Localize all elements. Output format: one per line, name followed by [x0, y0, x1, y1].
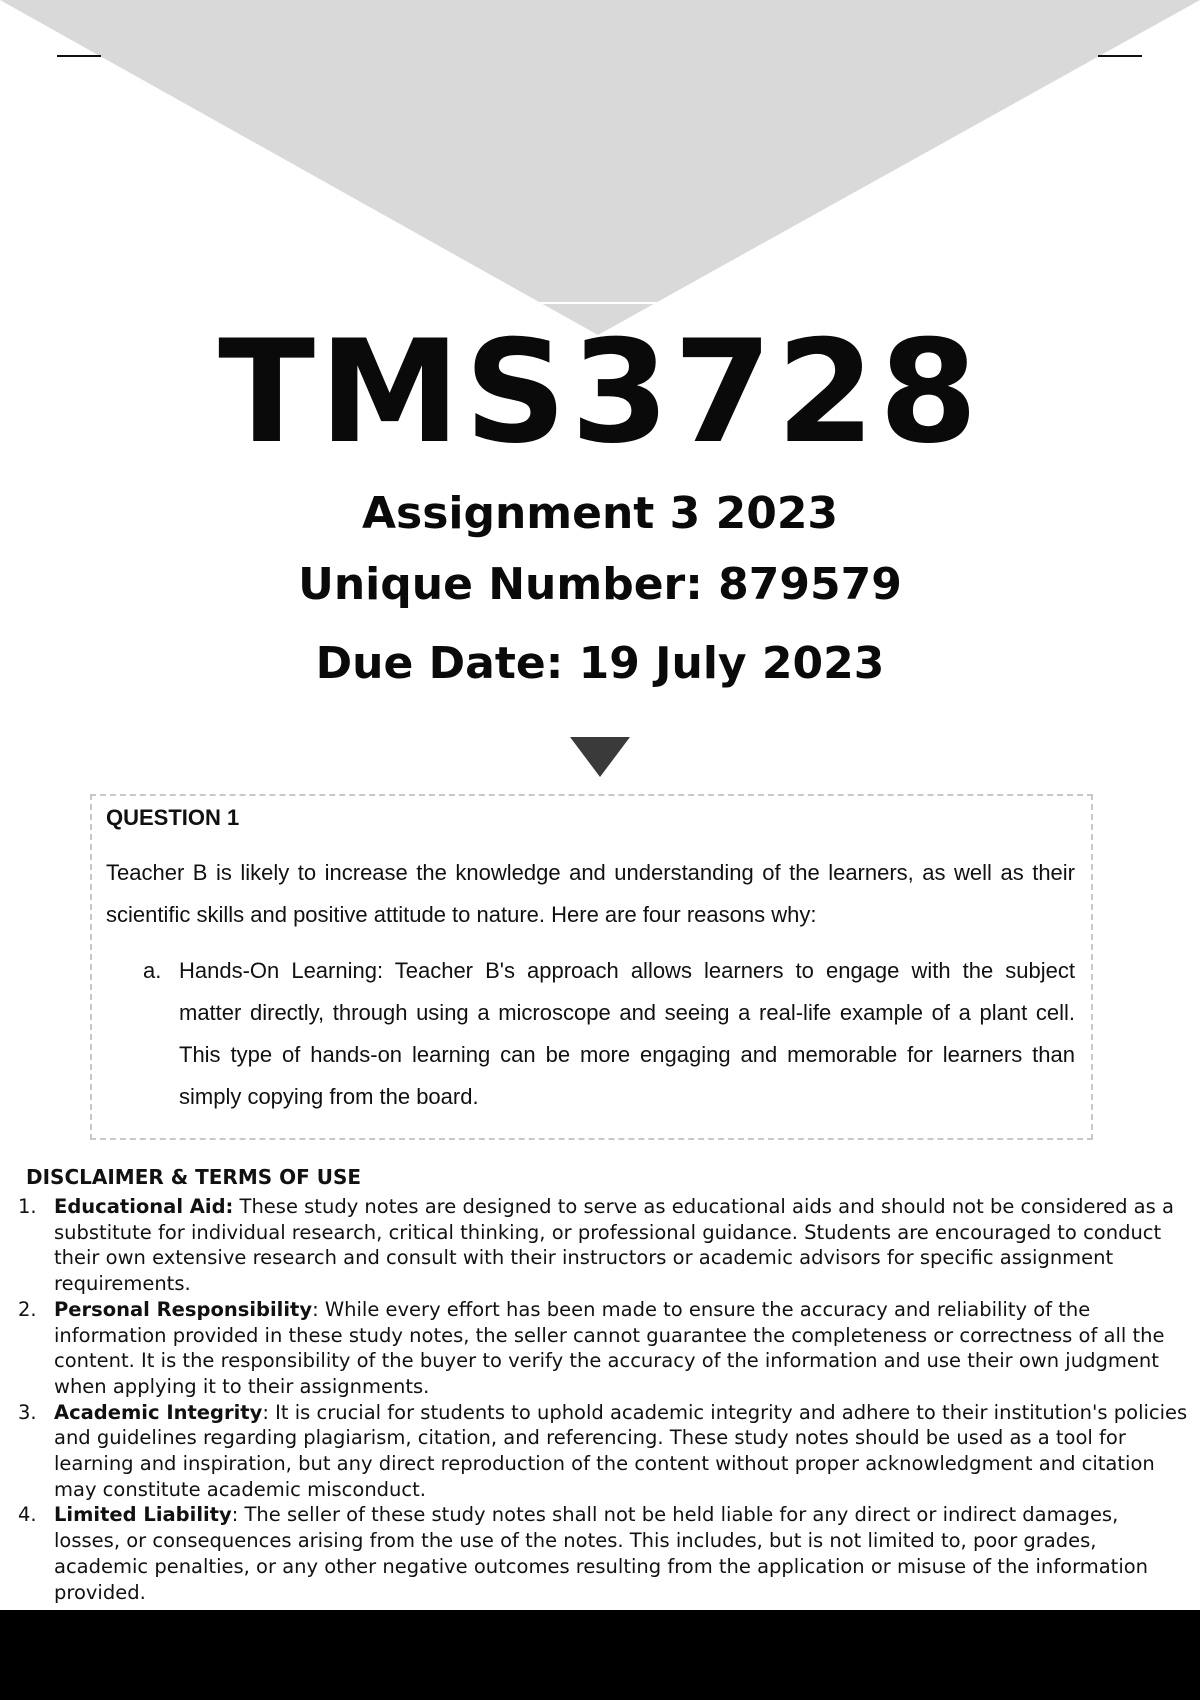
item-term: Limited Liability: [54, 1503, 232, 1527]
item-number: 3.: [18, 1400, 37, 1424]
item-number: 1.: [18, 1195, 37, 1218]
question-list-item: [106, 950, 1075, 1118]
item-term: Academic Integrity: [54, 1400, 263, 1424]
footer-bar: [0, 1610, 1200, 1700]
question-heading: QUESTION 1: [106, 805, 240, 830]
unique-number: Unique Number: 879579: [298, 559, 902, 610]
disclaimer-item: [18, 1194, 1188, 1297]
item-text: : The seller of these study notes shall not be held liable for any direct or indirect damages, losses, or consequences arising from the use of the notes. This includes, but is not limited to, poor grades, academic penalties, or any other negative outcomes resulting from the application or misuse of the information provided.: [54, 1503, 1149, 1604]
item-text: : While every effort has been made to ensure the accuracy and reliability of the information provided in these study notes, the seller cannot guarantee the completeness or correctness of all the content. It is the responsibility of the buyer to verify the accuracy of the information and use their own judgment when applying it to their assignments.: [54, 1297, 1165, 1398]
item-text: These study notes are designed to serve as educational aids and should not be considered as a substitute for individual research, critical thinking, or professional guidance. Students are encouraged to conduct their own extensive research and consult with their instructors or academic advisors for specific assignment requirements.: [54, 1195, 1174, 1296]
item-text: : It is crucial for students to uphold academic integrity and adhere to their institution's policies and guidelines regarding plagiarism, citation, and referencing. These study notes should be used as a tool for learning and inspiration, but any direct reproduction of the content without proper acknowledgment and citation may constitute academic misconduct.: [54, 1400, 1188, 1501]
item-number: 4.: [18, 1503, 37, 1527]
disclaimer-item: [18, 1400, 1188, 1503]
disclaimer-item: [18, 1502, 1188, 1605]
triangle-down-icon: [570, 737, 630, 777]
corner-rule-right: [1098, 55, 1142, 57]
item-number: 2.: [18, 1297, 37, 1321]
list-marker: a.: [143, 958, 162, 983]
item-term: Educational Aid:: [54, 1195, 234, 1218]
disclaimer-item: [18, 1297, 1188, 1400]
disclaimer-title: DISCLAIMER & TERMS OF USE: [26, 1165, 362, 1189]
due-date: Due Date: 19 July 2023: [315, 638, 885, 689]
list-item-text: Hands-On Learning: Teacher B's approach allows learners to engage with the subject matter directly, through using a microscope and seeing a real-life example of a plant cell. This type of hands-on learning can be more engaging and memorable for learners than simply copying from the board.: [179, 958, 1075, 1109]
course-code-title: TMS3728: [218, 310, 982, 475]
assignment-title: Assignment 3 2023: [361, 488, 839, 539]
disclaimer-section: [18, 1164, 1188, 1605]
background-chevron: [0, 0, 1200, 340]
question-intro: Teacher B is likely to increase the knowledge and understanding of the learners, as well as their scientific skills and positive attitude to nature. Here are four reasons why:: [106, 860, 1075, 927]
item-term: Personal Responsibility: [54, 1297, 313, 1321]
question-preview-box: [90, 794, 1093, 1140]
corner-rule-left: [57, 55, 101, 57]
